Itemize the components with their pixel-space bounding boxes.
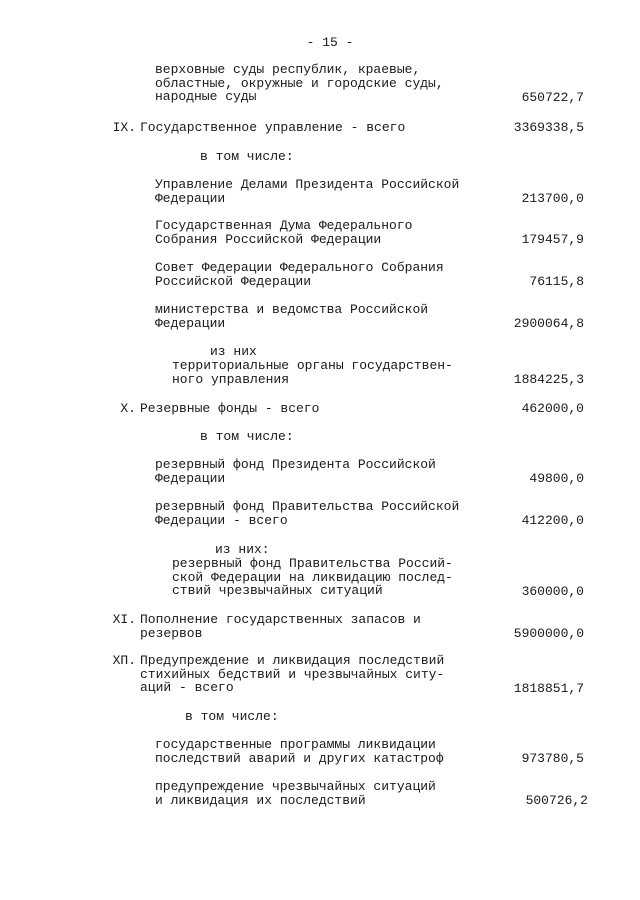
section-label: Резервные фонды - всего [140,401,320,416]
entry-amount: 973780,5 [521,751,584,766]
entry-amount: 213700,0 [521,191,584,206]
entry-label: Государственная Дума Федерального Собрания Российской Федерации [155,218,413,247]
entry-amount: 179457,9 [521,232,584,247]
subheading: в том числе: [185,709,279,724]
entry-label: резервный фонд Президента Российской Федерации [155,457,436,486]
entry-amount: 360000,0 [521,584,584,599]
section-number: XП. [112,653,136,668]
entry-amount: 462000,0 [521,401,584,416]
entry-label: резервный фонд Правительства Россий- ской Федерации на ликвидацию послед- ствий чрезвычайных ситуаций [172,556,453,598]
entry-label: Управление Делами Президента Российской Федерации [155,177,460,206]
entry-amount: 1884225,3 [513,372,584,387]
entry-amount: 76115,8 [529,274,584,289]
entry-amount: 3369338,5 [513,120,584,135]
section-label: Предупреждение и ликвидация последствий стихийных бедствий и чрезвычайных ситу- аций - всего [140,653,445,695]
entry-amount: 500726,2 [525,793,588,808]
section-label: Пополнение государственных запасов и резервов [140,612,421,641]
entry-amount: 5900000,0 [513,626,584,641]
entry-label: Совет Федерации Федерального Собрания Российской Федерации [155,260,444,289]
entry-label: верховные суды республик, краевые, областные, окружные и городские суды, народные суды [155,62,444,104]
entry-label: территориальные органы государствен- ного управления [172,358,453,387]
section-number: XI. [112,612,136,627]
entry-label: министерства и ведомства Российской Федерации [155,302,429,331]
entry-label: резервный фонд Правительства Российской Федерации - всего [155,499,460,528]
entry-label: предупреждение чрезвычайных ситуаций и ликвидация их последствий [155,779,436,808]
entry-amount: 1818851,7 [513,681,584,696]
subheading: из них [210,344,257,359]
subheading: в том числе: [200,429,294,444]
section-label: Государственное управление - всего [140,120,406,135]
entry-amount: 2900064,8 [513,316,584,331]
section-number: IX. [112,120,136,135]
entry-amount: 650722,7 [521,90,584,105]
subheading: из них: [215,542,270,557]
entry-label: государственные программы ликвидации последствий аварий и других катастроф [155,737,444,766]
page-number: - 15 - [306,35,354,50]
entry-amount: 412200,0 [521,513,584,528]
entry-amount: 49800,0 [529,471,584,486]
subheading: в том числе: [200,149,294,164]
section-number: X. [120,401,136,416]
